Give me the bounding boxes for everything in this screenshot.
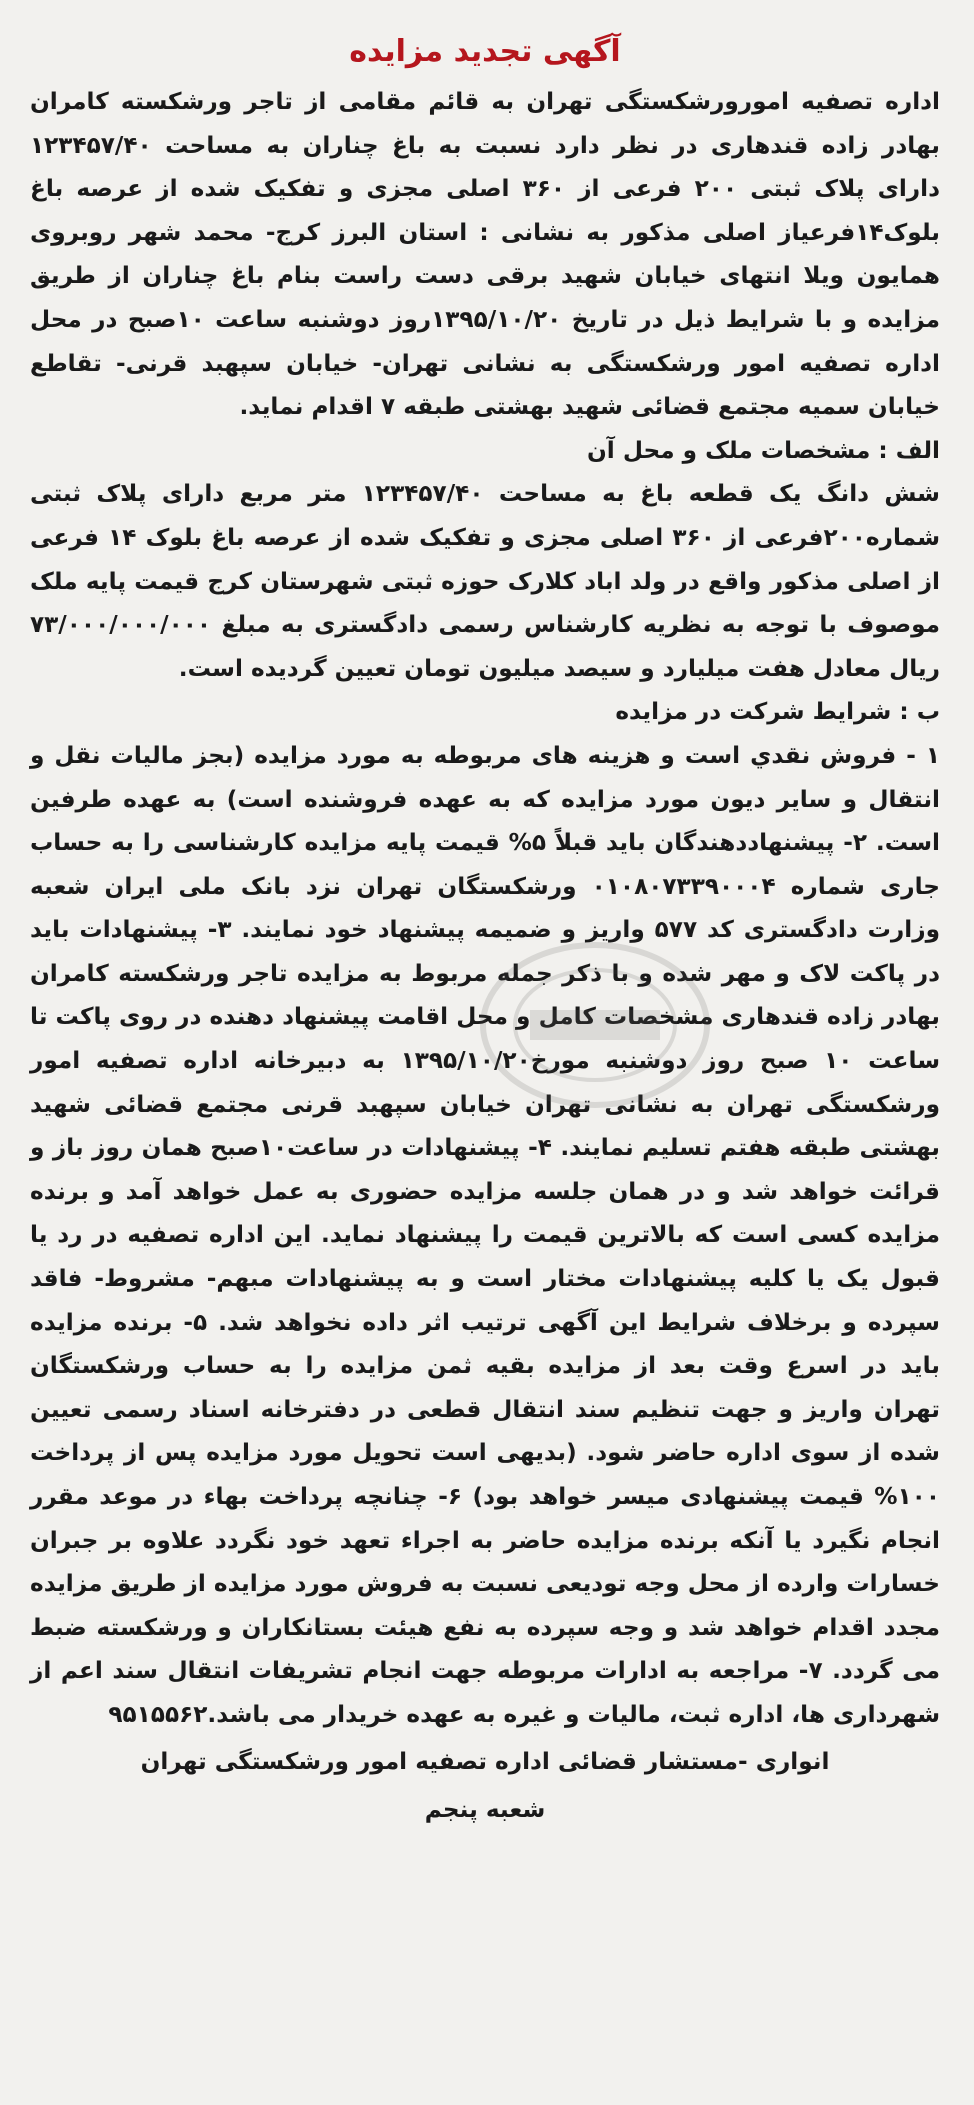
- notice-title: آگهی تجدید مزایده: [349, 34, 621, 69]
- branch-line: شعبه پنجم: [424, 1795, 546, 1823]
- signature-line: انواری -مستشار قضائی اداره تصفیه امور ورشکستگی تهران: [140, 1747, 830, 1775]
- section-a-heading: الف : مشخصات ملک و محل آن: [587, 436, 940, 464]
- intro-paragraph: اداره تصفیه امورورشکستگی تهران به قائم مقامی از تاجر ورشکسته کامران بهادر زاده قندهاری در نظر دارد نسبت به باغ چناران به مساحت ۱۲۳۴۵۷/۴۰ دارای پلاک ثبتی ۲۰۰ فرعی از ۳۶۰ اصلی مجزی و تفکیک شده از عرصه باغ بلوک۱۴فرعیاز اصلی مذکور به نشانی : استان البرز کرج- محمد شهر روبروی همایون ویلا انتهای خیابان شهید برقی دست راست بنام باغ چناران از طریق مزایده و با شرایط ذیل در تاریخ ۱۳۹۵/۱۰/۲۰روز دوشنبه ساعت ۱۰صبح در محل اداره تصفیه امور ورشکستگی به نشانی تهران- خیابان سپهبد قرنی- تقاطع خیابان سمیه مجتمع قضائی شهید بهشتی طبقه ۷ اقدام نماید.: [30, 88, 941, 421]
- section-b-body: ۱ - فروش نقدي است و هزینه های مربوطه به مورد مزایده (بجز مالیات نقل و انتقال و سایر دیون مورد مزایده که به عهده فروشنده است) به عهده طرفین است. ۲- پیشنهاددهندگان باید قبلاً ۵% قیمت پایه مزایده کارشناسی را به حساب جاری شماره ۰۱۰۸۰۷۳۳۹۰۰۰۴ ورشکستگان تهران نزد بانک ملی ایران شعبه وزارت دادگستری کد ۵۷۷ واریز و ضمیمه پیشنهاد خود نمایند. ۳- پیشنهادات باید در پاکت لاک و مهر شده و با ذکر جمله مربوط به مزایده تاجر ورشکسته کامران بهادر زاده قندهاری مشخصات کامل و محل اقامت پیشنهاد دهنده در روی پاکت تا ساعت ۱۰ صبح روز دوشنبه مورخ۱۳۹۵/۱۰/۲۰ به دبیرخانه اداره تصفیه امور ورشکستگی تهران به نشانی تهران خیابان سپهبد قرنی مجتمع قضائی شهید بهشتی طبقه هفتم تسلیم نمایند. ۴- پیشنهادات در ساعت۱۰صبح همان روز باز و قرائت خواهد شد و در همان جلسه مزایده حضوری به عمل خواهد آمد و برنده مزایده کسی است که بالاترین قیمت را پیشنهاد نماید. این اداره تصفیه در رد یا قبول یک یا کلیه پیشنهادات مختار است و به پیشنهادات مبهم- مشروط- فاقد سپرده و برخلاف شرایط این آگهی ترتیب اثر داده نخواهد شد. ۵- برنده مزایده باید در اسرع وقت بعد از مزایده بقیه ثمن مزایده را به حساب ورشکستگان تهران واریز و جهت تنظیم سند انتقال قطعی در دفترخانه اسناد رسمی تعیین شده از سوی اداره حاضر شود. (بدیهی است تحویل مورد مزایده پس از پرداخت ۱۰۰% قیمت پیشنهادی میسر خواهد بود) ۶- چنانچه پرداخت بهاء در موعد مقرر انجام نگیرد یا آنکه برنده مزایده حاضر به اجراء تعهد خود نگردد علاوه بر جبران خسارات وارده از محل وجه تودیعی نسبت به فروش مورد مزایده از طریق مزایده مجدد اقدام خواهد شد و وجه سپرده به نفع هیئت بستانکاران و ورشکسته ضبط می گردد. ۷- مراجعه به ادارات مربوطه جهت انجام تشریفات انتقال سند اعم از شهرداری ها، اداره ثبت، مالیات و غیره به عهده خریدار می باشد.۹۵۱۵۵۶۲: [30, 741, 941, 1728]
- section-b-heading: ب : شرایط شرکت در مزایده: [615, 698, 940, 726]
- section-a-body: شش دانگ یک قطعه باغ به مساحت ۱۲۳۴۵۷/۴۰ متر مربع دارای پلاک ثبتی شماره۲۰۰فرعی از ۳۶۰ اصلی مجزی و تفکیک شده از عرصه باغ بلوک ۱۴ فرعی از اصلی مذکور واقع در ولد اباد کلارک حوزه ثبتی شهرستان کرج قیمت پایه ملک موصوف با توجه به نظریه کارشناس رسمی دادگستری به مبلغ ۷۳/۰۰۰/۰۰۰/۰۰۰ ریال معادل هفت میلیارد و سیصد میلیون تومان تعیین گردیده است.: [30, 480, 940, 682]
